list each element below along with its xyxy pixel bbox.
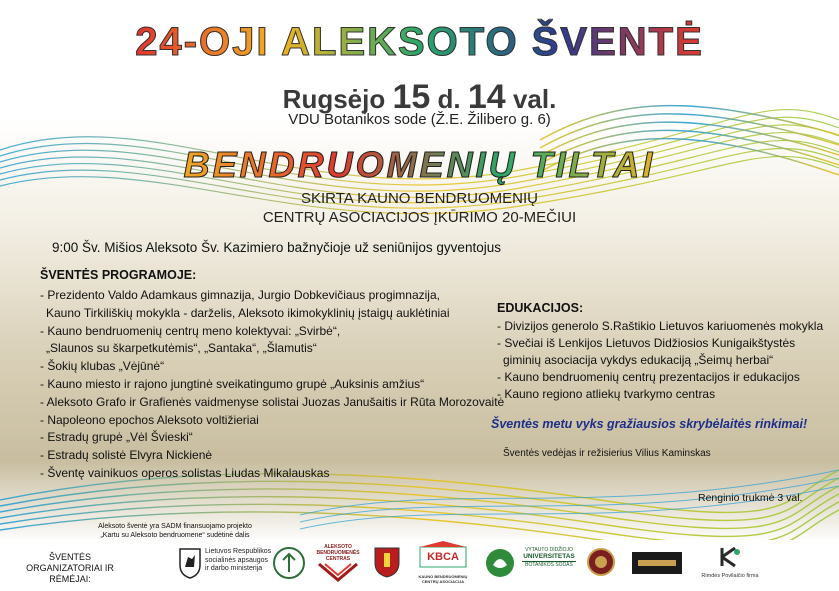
- list-item: Kauno Tirkiliškių mokykla - darželis, Aleksoto ikimokyklinių įstaigų auklėtiniai: [46, 305, 450, 320]
- event-dedication: [0, 189, 839, 227]
- aleksoto-bc-text: ALEKSOTO BENDRUOMENĖS CENTRAS: [316, 544, 360, 562]
- list-item: - Aleksoto Grafo ir Grafienės vaidmenyse solistai Juozas Janušaitis ir Rūta Morozovaitė: [40, 394, 505, 409]
- date-day: 15: [392, 78, 431, 116]
- event-title: 24-OJI ALEKSOTO ŠVENTĖ: [0, 20, 839, 65]
- rimdes-text: Rimdės Povilaičio firma: [701, 573, 759, 579]
- date-hour: 14: [467, 78, 506, 116]
- ministry-line-1: Lietuvos Respublikos: [205, 548, 272, 555]
- vdu-line-2: UNIVERSITETAS: [523, 553, 575, 560]
- list-item: - Prezidento Valdo Adamkaus gimnazija, Jurgio Dobkevičiaus progimnazija,: [40, 288, 440, 302]
- education-heading: EDUKACIJOS:: [497, 301, 584, 315]
- organizers-line-1: ŠVENTĖS: [48, 552, 91, 562]
- organizers-line-2: ORGANIZATORIAI IR RĖMĖJAI:: [26, 563, 114, 584]
- vdu-botanical-logo: [522, 547, 576, 568]
- community-circle-logo-icon: [272, 546, 306, 580]
- education-list: [497, 318, 823, 403]
- list-item: giminių asociacija vykdys edukaciją „Šeimų herbai“: [503, 353, 774, 367]
- dark-sponsor-logo-icon: [632, 552, 682, 574]
- date-hour-unit: val.: [512, 84, 557, 114]
- rimdes-k-icon: [717, 546, 743, 568]
- list-item: - Šventę vainikuos operos solistas Liudas Mikalauskas: [40, 465, 330, 480]
- host-info: Šventės vedėjas ir režisierius Vilius Kaminskas: [503, 448, 711, 459]
- list-item: - Kauno regiono atliekų tvarkymo centras: [497, 387, 716, 401]
- programme-heading: ŠVENTĖS PROGRAMOJE:: [40, 268, 197, 282]
- list-item: - Estradų grupė „Vėl Švieski“: [40, 430, 193, 445]
- mass-info: 9:00 Šv. Mišios Aleksoto Šv. Kazimiero bažnyčioje už seniūnijos gyventojus: [52, 240, 501, 255]
- list-item: - Napoleono epochos Aleksoto voltižieriai: [40, 412, 259, 427]
- vdu-line-3: BOTANIKOS SODAS: [522, 561, 576, 568]
- programme-list: [40, 287, 505, 483]
- funding-line-1: Aleksoto šventė yra SADM finansuojamo projekto: [98, 523, 252, 530]
- funding-note: [80, 522, 270, 540]
- kbca-sub-text: KAUNO BENDRUOMENIŲ CENTRŲ ASOCIACIJA: [418, 574, 468, 584]
- aleksoto-bc-logo: [315, 544, 361, 587]
- kbca-logo: [414, 541, 472, 584]
- green-leaf-logo-icon: [484, 547, 516, 579]
- list-item: - Estradų solistė Elvyra Nickienė: [40, 448, 213, 463]
- list-item: - Svečiai iš Lenkijos Lietuvos Didžiosios Kunigaikštystės: [497, 336, 796, 350]
- hats-contest: Šventės metu vyks gražiausios skrybėlaitės rinkimai!: [491, 417, 808, 431]
- organizers-label: [24, 552, 116, 585]
- dedication-line-2: CENTRŲ ASOCIACIJOS ĮKŪRIMO 20-MEČIUI: [262, 209, 577, 226]
- seal-logo-icon: [586, 547, 616, 577]
- list-item: „Slaunos su škarpetkutėmis“, „Santaka“, „Šlamutis“: [46, 341, 317, 356]
- dedication-line-1: SKIRTA KAUNO BENDRUOMENIŲ: [301, 190, 538, 207]
- date-month: Rugsėjo: [282, 84, 386, 114]
- date-day-unit: d.: [437, 84, 461, 114]
- rimdes-logo: [690, 546, 770, 580]
- event-venue: VDU Botanikos sode (Ž.E. Žilibero g. 6): [288, 111, 551, 128]
- list-item: - Kauno miesto ir rajono jungtinė sveikatingumo grupė „Auksinis amžius“: [40, 376, 425, 391]
- event-subtitle: BENDRUOMENIŲ TILTAI: [0, 144, 839, 186]
- ministry-line-2: socialinės apsaugos: [205, 556, 269, 564]
- list-item: - Divizijos generolo S.Raštikio Lietuvos kariuomenės mokykla: [497, 319, 824, 333]
- funding-line-2: „Kartu su Aleksoto bendruomene“ sudėtinė dalis: [100, 532, 250, 539]
- vdu-line-1: VYTAUTO DIDŽIOJO: [525, 547, 573, 553]
- aleksoto-coat-of-arms-icon: [372, 545, 402, 579]
- list-item: - Kauno bendruomenių centrų meno kolektyvai: „Svirbė“,: [40, 323, 341, 338]
- list-item: - Šokių klubas „Vėjūnė“: [40, 359, 165, 374]
- kbca-text: KBCA: [427, 551, 459, 563]
- lithuania-coat-of-arms-icon: [178, 547, 202, 579]
- event-duration: Renginio trukmė 3 val.: [698, 492, 803, 504]
- ministry-line-3: ir darbo ministerija: [205, 565, 263, 572]
- ministry-text: [205, 548, 271, 574]
- aleksoto-bc-icon: [315, 562, 361, 582]
- list-item: - Kauno bendruomenių centrų prezentacijos ir edukacijos: [497, 370, 800, 384]
